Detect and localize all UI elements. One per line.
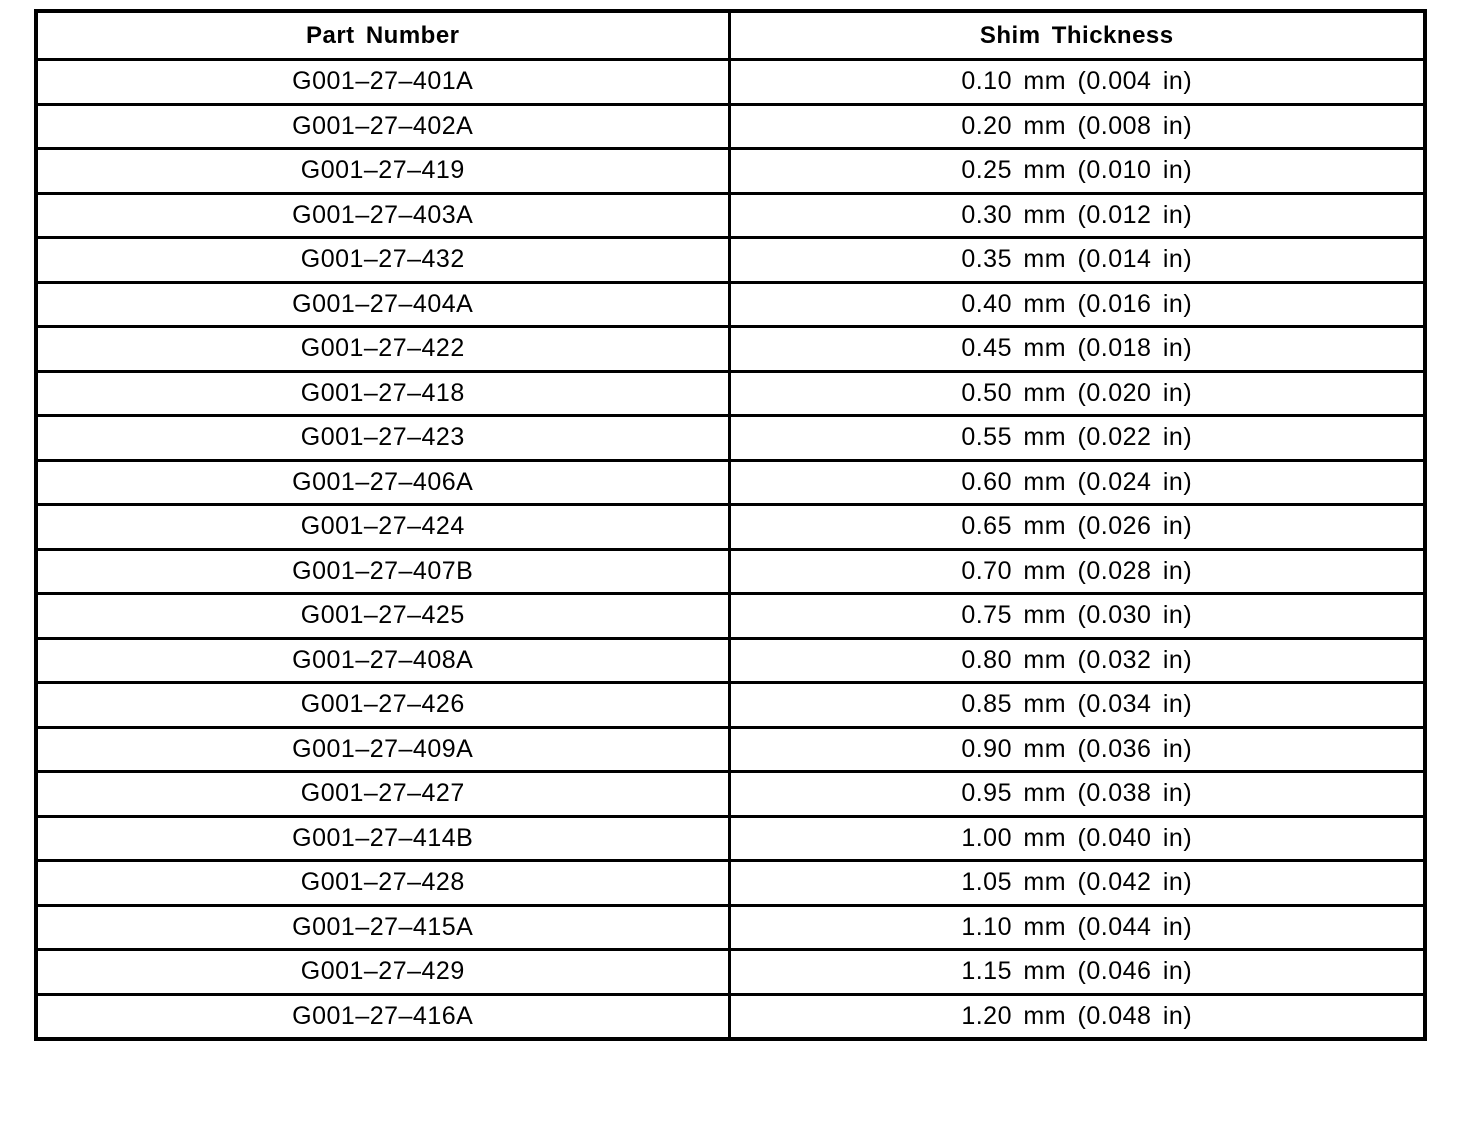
part-number-cell: G001–27–432 — [36, 238, 729, 283]
part-number-cell: G001–27–406A — [36, 460, 729, 505]
table-row — [36, 994, 1425, 1039]
table-row — [36, 104, 1425, 149]
shim-thickness-cell: 0.55 mm (0.022 in) — [729, 416, 1425, 461]
table-row — [36, 861, 1425, 906]
table-row — [36, 282, 1425, 327]
table-row — [36, 149, 1425, 194]
shim-thickness-cell: 1.05 mm (0.042 in) — [729, 861, 1425, 906]
part-number-cell: G001–27–414B — [36, 816, 729, 861]
table-row — [36, 327, 1425, 372]
table-row — [36, 816, 1425, 861]
shim-thickness-cell: 0.20 mm (0.008 in) — [729, 104, 1425, 149]
part-number-cell: G001–27–415A — [36, 905, 729, 950]
shim-thickness-cell: 0.85 mm (0.034 in) — [729, 683, 1425, 728]
table-row — [36, 371, 1425, 416]
part-number-cell: G001–27–401A — [36, 60, 729, 105]
part-number-cell: G001–27–429 — [36, 950, 729, 995]
part-number-cell: G001–27–423 — [36, 416, 729, 461]
shim-thickness-cell: 0.35 mm (0.014 in) — [729, 238, 1425, 283]
table-row — [36, 60, 1425, 105]
shim-thickness-cell: 0.25 mm (0.010 in) — [729, 149, 1425, 194]
table-row — [36, 193, 1425, 238]
part-number-cell: G001–27–404A — [36, 282, 729, 327]
part-number-cell: G001–27–425 — [36, 594, 729, 639]
part-number-cell: G001–27–426 — [36, 683, 729, 728]
shim-thickness-cell: 1.15 mm (0.046 in) — [729, 950, 1425, 995]
shim-thickness-cell: 1.20 mm (0.048 in) — [729, 994, 1425, 1039]
part-number-cell: G001–27–407B — [36, 549, 729, 594]
shim-thickness-cell: 0.75 mm (0.030 in) — [729, 594, 1425, 639]
shim-thickness-cell: 0.70 mm (0.028 in) — [729, 549, 1425, 594]
table-row — [36, 727, 1425, 772]
table-body — [36, 60, 1425, 1040]
part-number-cell: G001–27–427 — [36, 772, 729, 817]
part-number-cell: G001–27–428 — [36, 861, 729, 906]
table-row — [36, 950, 1425, 995]
part-number-cell: G001–27–419 — [36, 149, 729, 194]
part-number-cell: G001–27–402A — [36, 104, 729, 149]
table-row — [36, 505, 1425, 550]
table-row — [36, 549, 1425, 594]
shim-thickness-cell: 1.00 mm (0.040 in) — [729, 816, 1425, 861]
shim-thickness-cell: 0.30 mm (0.012 in) — [729, 193, 1425, 238]
table-row — [36, 416, 1425, 461]
shim-thickness-cell: 1.10 mm (0.044 in) — [729, 905, 1425, 950]
shim-thickness-cell: 0.45 mm (0.018 in) — [729, 327, 1425, 372]
table-row — [36, 460, 1425, 505]
part-number-cell: G001–27–416A — [36, 994, 729, 1039]
table-row — [36, 905, 1425, 950]
part-number-cell: G001–27–403A — [36, 193, 729, 238]
table-row — [36, 238, 1425, 283]
part-number-cell: G001–27–418 — [36, 371, 729, 416]
header-part-number: Part Number — [36, 11, 729, 60]
table-row — [36, 683, 1425, 728]
header-shim-thickness: Shim Thickness — [729, 11, 1425, 60]
part-number-cell: G001–27–422 — [36, 327, 729, 372]
shim-thickness-cell: 0.90 mm (0.036 in) — [729, 727, 1425, 772]
part-number-cell: G001–27–424 — [36, 505, 729, 550]
part-number-cell: G001–27–408A — [36, 638, 729, 683]
shim-thickness-cell: 0.10 mm (0.004 in) — [729, 60, 1425, 105]
shim-thickness-table — [34, 9, 1427, 1041]
table-row — [36, 638, 1425, 683]
shim-thickness-cell: 0.65 mm (0.026 in) — [729, 505, 1425, 550]
shim-thickness-cell: 0.50 mm (0.020 in) — [729, 371, 1425, 416]
table-row — [36, 594, 1425, 639]
table-header-row — [36, 11, 1425, 60]
shim-thickness-cell: 0.60 mm (0.024 in) — [729, 460, 1425, 505]
shim-thickness-cell: 0.95 mm (0.038 in) — [729, 772, 1425, 817]
part-number-cell: G001–27–409A — [36, 727, 729, 772]
table-row — [36, 772, 1425, 817]
shim-thickness-cell: 0.40 mm (0.016 in) — [729, 282, 1425, 327]
shim-thickness-cell: 0.80 mm (0.032 in) — [729, 638, 1425, 683]
